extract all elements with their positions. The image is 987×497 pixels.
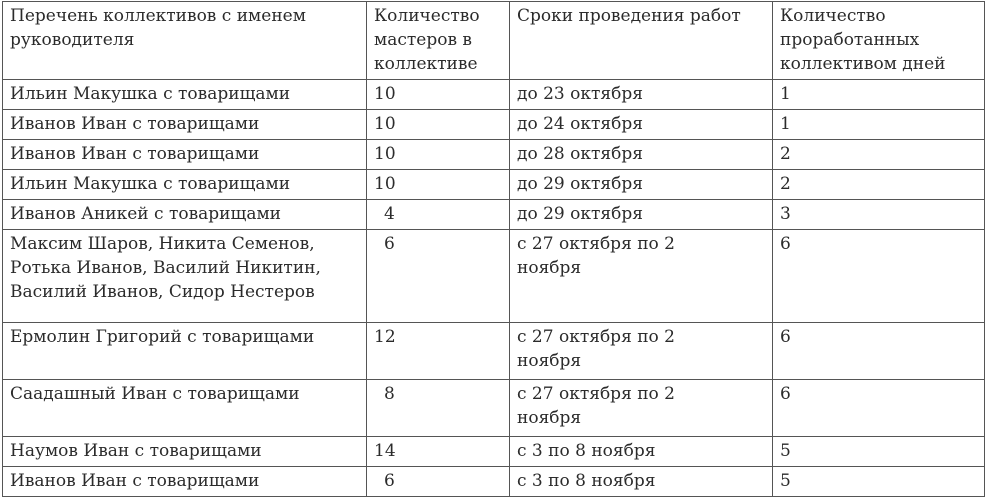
cell-days: 2	[773, 170, 985, 200]
cell-days: 6	[773, 230, 985, 323]
cell-masters: 6	[367, 230, 510, 323]
cell-days: 6	[773, 323, 985, 380]
table-header-row	[3, 2, 985, 80]
cell-period: до 29 октября	[510, 200, 773, 230]
table-row	[3, 380, 985, 437]
cell-name: Ильин Макушка с товарищами	[3, 80, 367, 110]
cell-period: до 28 октября	[510, 140, 773, 170]
header-collectives: Перечень коллективов с именем руководителя	[3, 2, 367, 80]
cell-masters: 4	[367, 200, 510, 230]
cell-period: с 3 по 8 ноября	[510, 437, 773, 467]
cell-name: Иванов Аникей с товарищами	[3, 200, 367, 230]
cell-name: Ермолин Григорий с товарищами	[3, 323, 367, 380]
cell-masters: 12	[367, 323, 510, 380]
table-row	[3, 323, 985, 380]
header-work-period: Сроки проведения работ	[510, 2, 773, 80]
cell-masters: 10	[367, 80, 510, 110]
table-row	[3, 140, 985, 170]
cell-masters: 8	[367, 380, 510, 437]
cell-name: Максим Шаров, Никита Семенов, Ротька Иванов, Василий Никитин, Василий Иванов, Сидор Нестеров	[3, 230, 367, 323]
collectives-table	[2, 1, 985, 497]
table-row	[3, 170, 985, 200]
cell-name: Саадашный Иван с товарищами	[3, 380, 367, 437]
cell-days: 2	[773, 140, 985, 170]
table-row	[3, 230, 985, 323]
cell-days: 6	[773, 380, 985, 437]
cell-period: до 24 октября	[510, 110, 773, 140]
cell-days: 5	[773, 467, 985, 497]
header-masters-count: Количество мастеров в коллективе	[367, 2, 510, 80]
cell-days: 3	[773, 200, 985, 230]
cell-days: 1	[773, 110, 985, 140]
cell-period: с 27 октября по 2 ноября	[510, 323, 773, 380]
cell-masters: 10	[367, 110, 510, 140]
cell-name: Иванов Иван с товарищами	[3, 140, 367, 170]
cell-period: с 27 октября по 2 ноября	[510, 380, 773, 437]
cell-period: с 27 октября по 2 ноября	[510, 230, 773, 323]
cell-masters: 10	[367, 140, 510, 170]
table-row	[3, 437, 985, 467]
table-row	[3, 200, 985, 230]
cell-days: 1	[773, 80, 985, 110]
cell-name: Иванов Иван с товарищами	[3, 110, 367, 140]
cell-period: с 3 по 8 ноября	[510, 467, 773, 497]
table-row	[3, 80, 985, 110]
cell-name: Иванов Иван с товарищами	[3, 467, 367, 497]
cell-days: 5	[773, 437, 985, 467]
table-row	[3, 467, 985, 497]
header-days-worked: Количество проработанных коллективом дней	[773, 2, 985, 80]
cell-name: Ильин Макушка с товарищами	[3, 170, 367, 200]
cell-period: до 23 октября	[510, 80, 773, 110]
cell-period: до 29 октября	[510, 170, 773, 200]
cell-masters: 10	[367, 170, 510, 200]
cell-masters: 6	[367, 467, 510, 497]
table-row	[3, 110, 985, 140]
cell-masters: 14	[367, 437, 510, 467]
cell-name: Наумов Иван с товарищами	[3, 437, 367, 467]
